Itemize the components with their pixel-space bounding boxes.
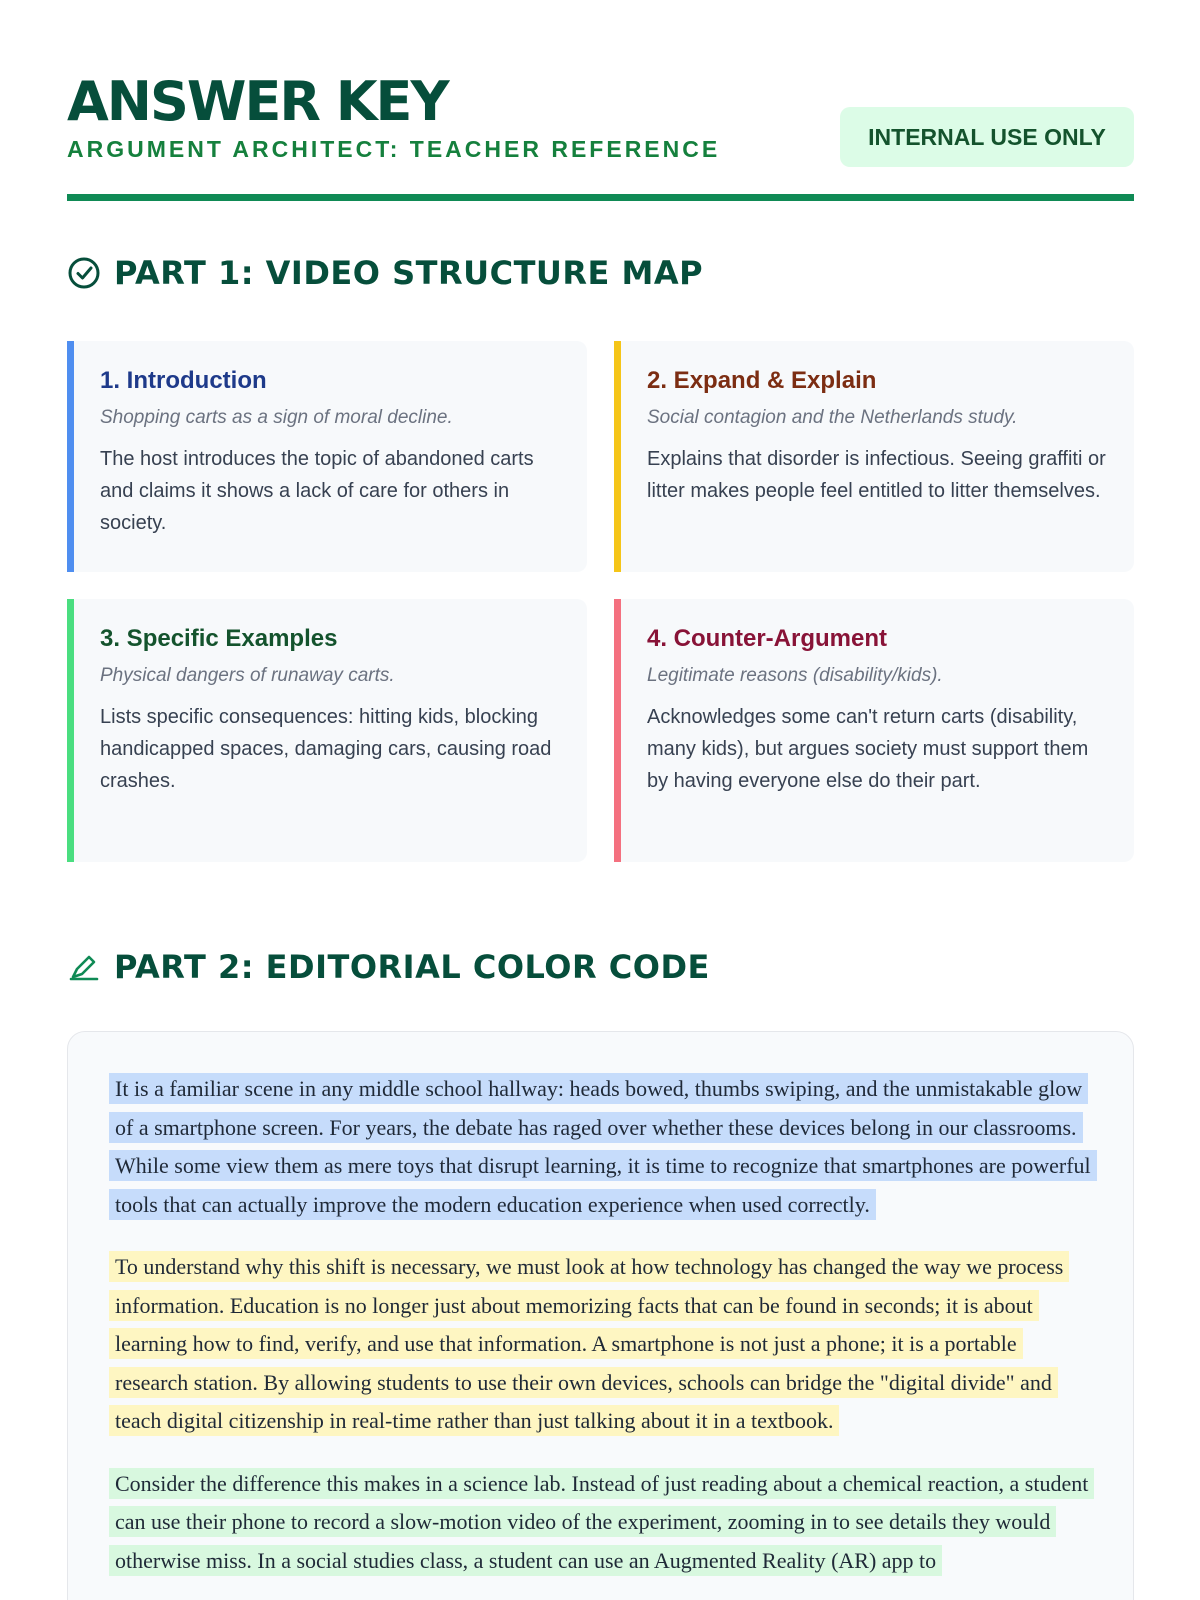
card-title: 1. Introduction — [100, 367, 267, 394]
editorial-paragraph-intro — [109, 1070, 1093, 1224]
structure-card-counter-argument — [614, 599, 1134, 862]
structure-card-specific-examples — [67, 599, 587, 862]
highlighted-text: Consider the difference this makes in a science lab. Instead of just reading about a chemical reaction, a student can use their phone to record a slow-motion video of the experiment, zooming in to see details they would otherwise miss. In a social studies class, a student can use an Augmented Reality (AR) app to — [109, 1468, 1094, 1576]
editorial-paragraph-explain — [109, 1248, 1093, 1441]
card-subtitle: Legitimate reasons (disability/kids). — [647, 665, 943, 686]
highlighted-text: To understand why this shift is necessary, we must look at how technology has changed the way we process information. Education is no longer just about memorizing facts that can be found in seconds; it is about learning how to find, verify, and use that information. A smartphone is not just a phone; it is a portable research station. By allowing students to use their own devices, schools can bridge the "digital divide" and teach digital citizenship in real-time rather than just talking about it in a textbook. — [109, 1251, 1069, 1436]
card-subtitle: Physical dangers of runaway carts. — [100, 665, 395, 686]
editorial-panel — [67, 1031, 1134, 1600]
card-accent-bar — [614, 341, 621, 572]
check-circle-icon — [67, 256, 101, 290]
editorial-paragraph-example — [109, 1465, 1093, 1581]
card-body: Explains that disorder is infectious. Seeing graffiti or litter makes people feel entitled to litter themselves. — [647, 448, 1106, 502]
internal-use-badge: INTERNAL USE ONLY — [840, 107, 1134, 167]
card-accent-bar — [614, 599, 621, 862]
answer-key-page — [67, 0, 1134, 1573]
card-body: Acknowledges some can't return carts (disability, many kids), but argues society must support them by having everyone else do their part. — [647, 706, 1089, 792]
card-body: Lists specific consequences: hitting kids, blocking handicapped spaces, damaging cars, causing road crashes. — [100, 706, 552, 792]
part1-heading — [67, 254, 703, 292]
card-subtitle: Social contagion and the Netherlands study. — [647, 407, 1018, 428]
part2-title: PART 2: EDITORIAL COLOR CODE — [114, 948, 710, 986]
header-divider — [67, 194, 1134, 201]
pencil-icon — [67, 950, 101, 984]
card-body: The host introduces the topic of abandoned carts and claims it shows a lack of care for others in society. — [100, 448, 534, 534]
highlighted-text: It is a familiar scene in any middle school hallway: heads bowed, thumbs swiping, and the unmistakable glow of a smartphone screen. For years, the debate has raged over whether these devices belong in our classrooms. While some view them as mere toys that disrupt learning, it is time to recognize that smartphones are powerful tools that can actually improve the modern education experience when used correctly. — [109, 1073, 1097, 1220]
part1-title: PART 1: VIDEO STRUCTURE MAP — [114, 254, 704, 292]
card-subtitle: Shopping carts as a sign of moral decline. — [100, 407, 453, 428]
card-title: 4. Counter-Argument — [647, 625, 887, 652]
structure-card-introduction — [67, 341, 587, 572]
part2-heading — [67, 948, 710, 986]
card-accent-bar — [67, 599, 74, 862]
card-title: 2. Expand & Explain — [647, 367, 877, 394]
card-title: 3. Specific Examples — [100, 625, 338, 652]
page-title: ANSWER KEY — [67, 70, 448, 133]
header — [67, 0, 1134, 200]
page-subtitle: ARGUMENT ARCHITECT: TEACHER REFERENCE — [67, 136, 721, 162]
card-accent-bar — [67, 341, 74, 572]
structure-card-expand-explain — [614, 341, 1134, 572]
